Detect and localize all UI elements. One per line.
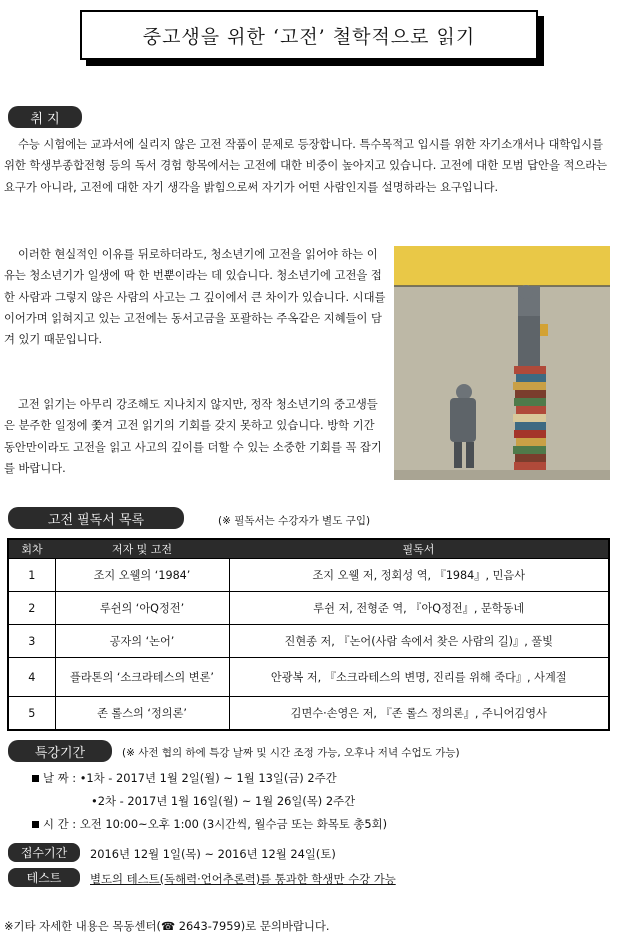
row-book: 안광복 저, 『소크라테스의 변명, 진리를 위해 죽다』, 사계절 [229,658,609,697]
table-row [8,559,609,592]
table-row [8,592,609,625]
row-book: 조지 오웰 저, 정회성 역, 『1984』, 민음사 [229,559,609,592]
row-no: 1 [8,559,55,592]
title-box [80,10,538,60]
header-book: 필독서 [229,539,609,559]
illustration-image [394,246,610,480]
date-2: •2차 - 2017년 1월 16일(월) ~ 1월 26일(목) 2주간 [91,794,356,808]
table-row [8,697,609,731]
row-no: 3 [8,625,55,658]
test-value: 별도의 테스트(독해력·언어추론력)를 통과한 학생만 수강 가능 [90,872,396,886]
row-work: 플라톤의 ‘소크라테스의 변론’ [55,658,229,697]
row-work: 존 롤스의 ‘정의론’ [55,697,229,731]
purpose-paragraph-2: 이러한 현실적인 이유를 뒤로하더라도, 청소년기에 고전을 읽어야 하는 이유는 청소년기가 일생에 딱 한 번뿐이라는 데 있습니다. 청소년기에 고전을 접한 사람과 그렇지 않은 사람의 사고는 그 깊이에서 큰 차이가 있습니다. 시대를 이어가며 읽혀지고 있는 고전에는 동서고금을 포괄하는 주옥같은 지혜들이 담겨 있기 때문입니다. [4,248,386,347]
table-row [8,658,609,697]
books-note: (※ 필독서는 수강자가 별도 구입) [218,515,371,527]
row-work: 공자의 ‘논어’ [55,625,229,658]
date-1: •1차 - 2017년 1월 2일(월) ~ 1월 13일(금) 2주간 [79,771,337,785]
row-no: 2 [8,592,55,625]
date-row-1 [32,770,337,786]
row-book: 김면수·손영은 저, 『존 롤스 정의론』, 주니어김영사 [229,697,609,731]
row-book: 루쉰 저, 전형준 역, 『아Q정전』, 문학동네 [229,592,609,625]
period-label: 특강기간 [8,740,112,762]
period-note: (※ 사전 협의 하에 특강 날짜 및 시간 조정 가능, 오후나 저녁 수업도 가능) [122,747,460,759]
header-work: 저자 및 고전 [55,539,229,559]
table-row [8,625,609,658]
purpose-paragraph-3: 고전 읽기는 아무리 강조해도 지나치지 않지만, 정작 청소년기의 중고생들은 분주한 일정에 쫓겨 고전 읽기의 기회를 갖지 못하고 있습니다. 방학 기간 동안만이라도 고전을 읽고 사고의 깊이를 더할 수 있는 소중한 기회를 꼭 잡기를 바랍니다. [4,398,382,475]
time-label: 시 간 : [43,817,77,831]
books-label: 고전 필독서 목록 [8,507,184,529]
page-title: 중고생을 위한 ‘고전’ 철학적으로 읽기 [142,25,476,48]
row-no: 4 [8,658,55,697]
books-table [7,538,610,731]
purpose-label: 취 지 [8,106,82,128]
row-book: 진현종 저, 『논어(사람 속에서 찾은 사람의 길)』, 풀빛 [229,625,609,658]
row-work: 조지 오웰의 ‘1984’ [55,559,229,592]
test-label: 테스트 [8,868,80,887]
row-work: 루쉰의 ‘아Q정전’ [55,592,229,625]
time-row [32,816,387,832]
time-value: 오전 10:00~오후 1:00 (3시간씩, 월수금 또는 화목토 총5회) [79,817,388,831]
date-label: 날 짜 : [43,771,77,785]
header-session: 회차 [8,539,55,559]
bullet-icon [32,775,39,782]
bullet-icon [32,821,39,828]
row-no: 5 [8,697,55,731]
registration-value: 2016년 12월 1일(목) ~ 2016년 12월 24일(토) [90,847,336,861]
purpose-paragraph-1: 수능 시험에는 교과서에 실리지 않은 고전 작품이 문제로 등장합니다. 특수목적고 입시를 위한 자기소개서나 대학입시를 위한 학생부종합전형 등의 독서 경험 항목에서는 고전에 대한 비중이 높아지고 있습니다. 고전에 대한 모범 답안을 적으라는 요구가 아니라, 고전에 대한 자기 생각을 밝힘으로써 자기가 어떤 사람인지를 설명하라는 요구입니다. [4,138,608,194]
footer-note: ※기타 자세한 내용은 목동센터(☎ 2643-7959)로 문의바랍니다. [4,919,330,933]
table-header-row [8,539,609,559]
registration-label: 접수기간 [8,843,80,862]
